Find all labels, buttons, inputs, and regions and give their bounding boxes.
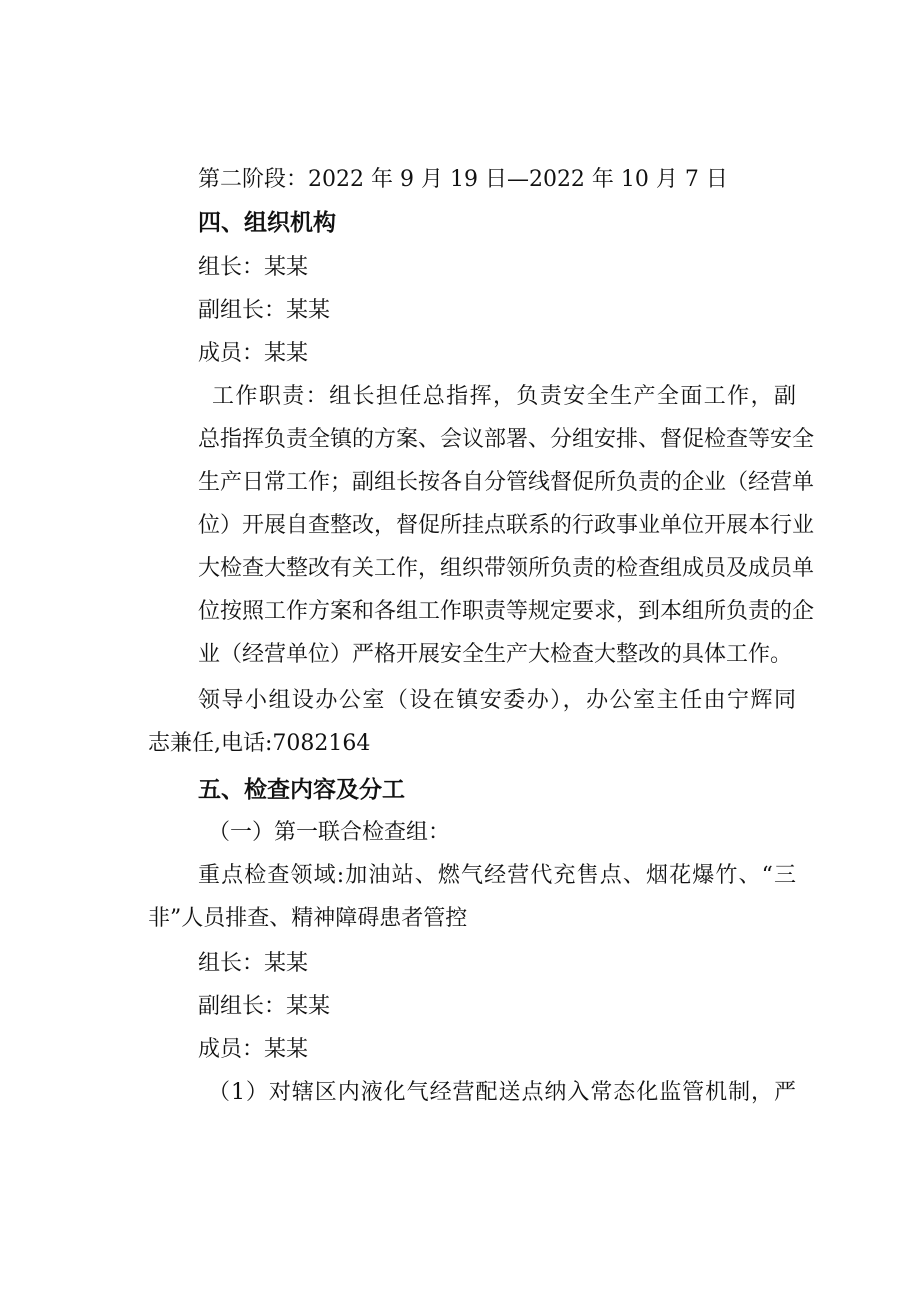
focus-line-2: 非”人员排查、精神障碍患者管控 (148, 906, 468, 931)
focus-line-1: 重点检查领域:加油站、燃气经营代充售点、烟花爆竹、“三 (198, 863, 796, 888)
duties-line-6: 位按照工作方案和各组工作职责等规定要求，到本组所负责的企 (198, 599, 815, 624)
office-line-2: 志兼任,电话:7082164 (148, 731, 371, 756)
duties-line-5: 大检查大整改有关工作，组织带领所负责的检查组成员及成员单 (198, 556, 815, 581)
duties-line-7: 业（经营单位）严格开展安全生产大检查大整改的具体工作。 (198, 642, 793, 667)
group-one-title: （一）第一联合检查组： (208, 820, 451, 845)
group-leader-line: 组长：某某 (198, 951, 309, 976)
phase-two-line: 第二阶段：2022 年 9 月 19 日—2022 年 10 月 7 日 (198, 167, 728, 192)
item-one-line: （1）对辖区内液化气经营配送点纳入常态化监管机制，严 (208, 1080, 796, 1105)
office-line-1: 领导小组设办公室（设在镇安委办），办公室主任由宁辉同 (198, 688, 796, 713)
members-line: 成员：某某 (198, 341, 309, 366)
group-members-line: 成员：某某 (198, 1037, 309, 1062)
group-deputy-line: 副组长：某某 (198, 994, 331, 1019)
section-four-heading: 四、组织机构 (198, 210, 336, 236)
duties-line-2: 总指挥负责全镇的方案、会议部署、分组安排、督促检查等安全 (198, 427, 815, 452)
deputy-leader-line: 副组长：某某 (198, 298, 331, 323)
leader-line: 组长：某某 (198, 255, 309, 280)
duties-line-3: 生产日常工作；副组长按各自分管线督促所负责的企业（经营单 (198, 470, 815, 495)
section-five-heading: 五、检查内容及分工 (198, 777, 405, 803)
duties-line-1: 工作职责：组长担任总指挥，负责安全生产全面工作，副 (212, 384, 796, 409)
duties-line-4: 位）开展自查整改，督促所挂点联系的行政事业单位开展本行业 (198, 513, 815, 538)
